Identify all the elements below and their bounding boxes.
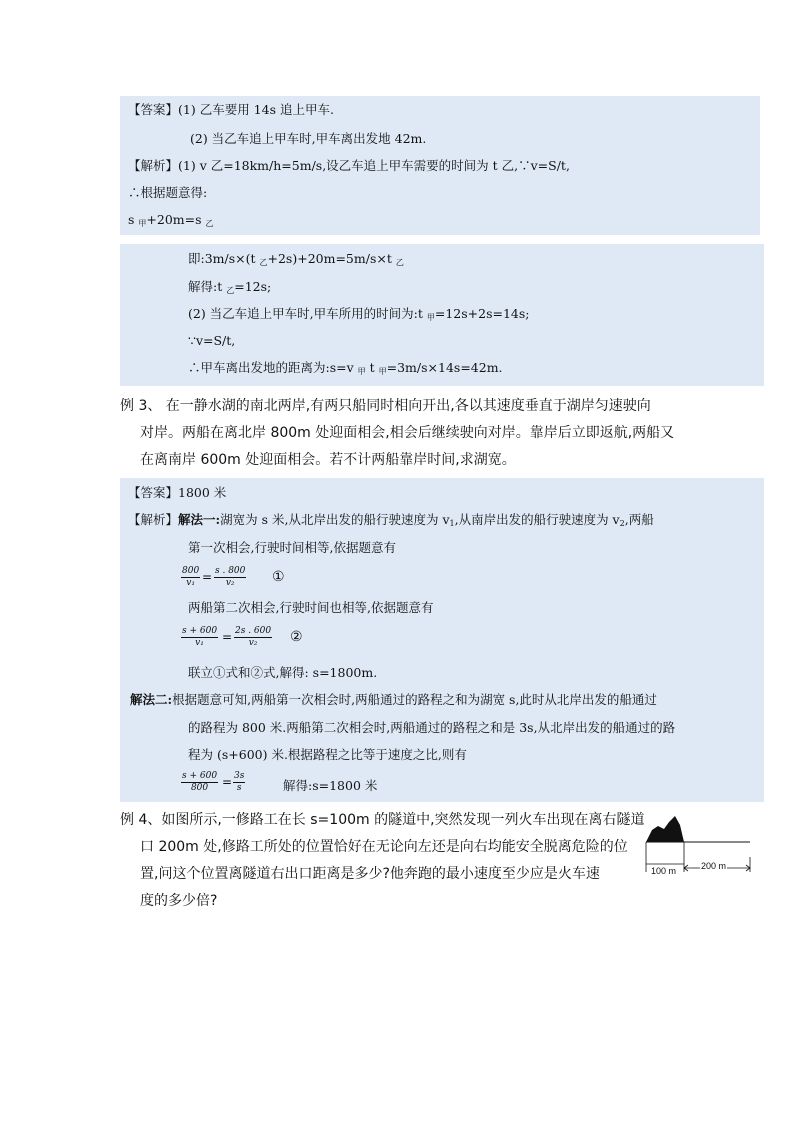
solution-line-1: 即:3m/s×(t $_乙$+2s)+20m=5m/s×t $_乙$ (188, 251, 404, 267)
answer-tag: 【答案】 (128, 485, 179, 500)
solution-line-3: (2) 当乙车追上甲车时,甲车所用的时间为:t $_甲$=12s+2s=14s; (188, 306, 530, 322)
analysis-tag: 【解析】 (128, 512, 179, 527)
equation-line-1: s $_甲$+20m=s $_乙$ (128, 212, 214, 228)
fraction-2: $\frac{s . 800}{\text{v₂}}$ (215, 566, 246, 588)
method-2-line-2: 的路程为 800 米.两船第二次相会时,两船通过的路程之和是 3s,从北岸出发的船通过的路 (188, 720, 676, 735)
example-3-line-3: 在离南岸 600m 处迎面相会。若不计两船靠岸时间,求湖宽。 (140, 452, 516, 468)
dimension-label-100m: 100 m (651, 866, 677, 876)
equals-sign-3: = (222, 775, 233, 789)
mountain-shape (646, 816, 684, 842)
example-4-line-4: 度的多少倍? (140, 893, 218, 909)
method-2-line-3: 程为 (s+600) 米.根据路程之比等于速度之比,则有 (188, 747, 467, 762)
analysis-tag: 【解析】 (128, 158, 179, 173)
method-1-tag: 解法一: (178, 512, 221, 527)
method-1-line-4: 联立①式和②式,解得: s=1800m. (188, 665, 378, 680)
solution-line-2: 解得:t $_乙$=12s; (188, 279, 272, 295)
example-3-line-2: 对岸。两船在离北岸 800m 处迎面相会,相会后继续驶向对岸。靠岸后立即返航,两船又 (140, 425, 675, 441)
method-1-line-3: 两船第二次相会,行驶时间也相等,依据题意有 (188, 600, 434, 615)
example-4-line-3: 置,问这个位置离隧道右出口距离是多少?他奔跑的最小速度至少应是火车速 (140, 866, 600, 882)
method-1-line-2: 第一次相会,行驶时间相等,依据题意有 (188, 540, 396, 555)
solution-line-5: ∴甲车离出发地的距离为:s=v $_甲$ t $_甲$=3m/s×14s=42m. (188, 360, 503, 376)
method-2-line-1: 解法二:根据题意可知,两船第一次相会时,两船通过的路程之和为湖宽 s,此时从北岸出发的船通过 (130, 692, 657, 707)
method-2-tag: 解法二: (130, 692, 173, 707)
answer-line-2: (2) 当乙车追上甲车时,甲车离出发地 42m. (190, 131, 427, 146)
equation-marker-1: ① (272, 569, 285, 585)
fraction-1: $\frac{800}{\text{v₁}}$ (182, 566, 200, 588)
equation-marker-2: ② (290, 629, 303, 645)
equals-sign-2: = (222, 630, 233, 644)
method-2-result: 解得:s=1800 米 (283, 778, 378, 793)
example-4-line-1: 例 4、如图所示,一修路工在长 s=100m 的隧道中,突然发现一列火车出现在离右隧道 (120, 812, 645, 828)
fraction-5: $\frac{s + 600}{800}$ (182, 771, 218, 793)
example-4-line-2: 口 200m 处,修路工所处的位置恰好在无论向左还是向右均能安全脱离危险的位 (140, 839, 628, 855)
method-1-line-1: 【解析】解法一:湖宽为 s 米,从北岸出发的船行驶速度为 $v_1$,从南岸出发的船行驶速度为 $v_2$,两船 (128, 512, 654, 528)
answer-line-1: 【答案】(1) 乙车要用 14s 追上甲车. (128, 102, 334, 117)
fraction-6: $\frac{3s}{s}$ (234, 771, 245, 793)
equals-sign-1: = (202, 570, 213, 584)
fraction-3: $\frac{s + 600}{\text{v₁}}$ (182, 626, 218, 648)
solution-line-4: ∵v=S/t, (188, 333, 236, 348)
dimension-label-200m: 200 m (701, 861, 727, 871)
fraction-4: $\frac{2s . 600}{\text{v₂}}$ (235, 626, 272, 648)
analysis-line-1: 【解析】(1) v 乙=18km/h=5m/s,设乙车追上甲车需要的时间为 t 乙,∵v=S/t, (128, 158, 570, 173)
analysis-line-2: ∴根据题意得: (128, 185, 208, 200)
example-3-line-1: 例 3、 在一静水湖的南北两岸,有两只船同时相向开出,各以其速度垂直于湖岸匀速驶向 (120, 398, 651, 414)
answer-3-line: 【答案】1800 米 (128, 485, 227, 500)
answer-tag: 【答案】 (128, 102, 179, 117)
